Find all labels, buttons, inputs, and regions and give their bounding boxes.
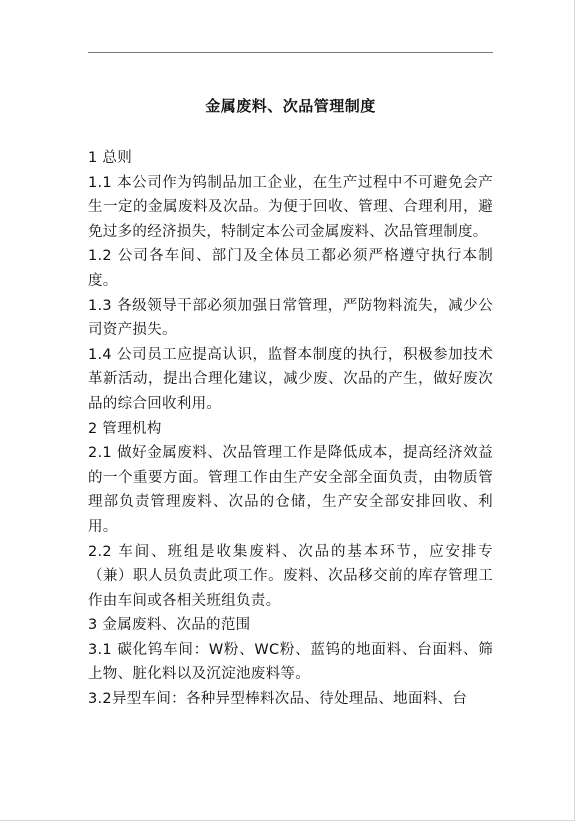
section-heading: 2 管理机构 (88, 420, 162, 437)
paragraph: 3.1 碳化钨车间：W粉、WC粉、蓝钨的地面料、台面料、筛上物、脏化料以及沉淀池废料等。 (88, 641, 493, 683)
paragraph: 2.2 车间、班组是收集废料、次品的基本环节，应安排专（兼）职人员负责此项工作。废料、次品移交前的库存管理工作由车间或各相关班组负责。 (88, 543, 493, 609)
section-heading: 1 总则 (88, 150, 133, 166)
section-heading: 3 金属废料、次品的范围 (88, 617, 251, 634)
document-body (88, 146, 493, 712)
paragraph: 1.4 公司员工应提高认识，监督本制度的执行，积极参加技术革新活动，提出合理化建议，减少废、次品的产生，做好废次品的综合回收利用。 (88, 346, 493, 412)
paragraph: 1.1 本公司作为钨制品加工企业，在生产过程中不可避免会产生一定的金属废料及次品。为便于回收、管理、合理利用，避免过多的经济损失，特制定本公司金属废料、次品管理制度。 (88, 174, 493, 240)
paragraph: 3.2异型车间：各种异型棒料次品、待处理品、地面料、台 (88, 691, 468, 708)
paragraph: 2.1 做好金属废料、次品管理工作是降低成本，提高经济效益的一个重要方面。管理工作由生产安全部全面负责，由物质管理部负责管理废料、次品的仓储，生产安全部安排回收、利用。 (88, 445, 493, 535)
paragraph: 1.2 公司各车间、部门及全体员工都必须严格遵守执行本制度。 (88, 248, 493, 289)
header-rule (88, 52, 493, 53)
paragraph: 1.3 各级领导干部必须加强日常管理，严防物料流失，减少公司资产损失。 (88, 297, 493, 339)
document-title: 金属废料、次品管理制度 (205, 97, 376, 115)
